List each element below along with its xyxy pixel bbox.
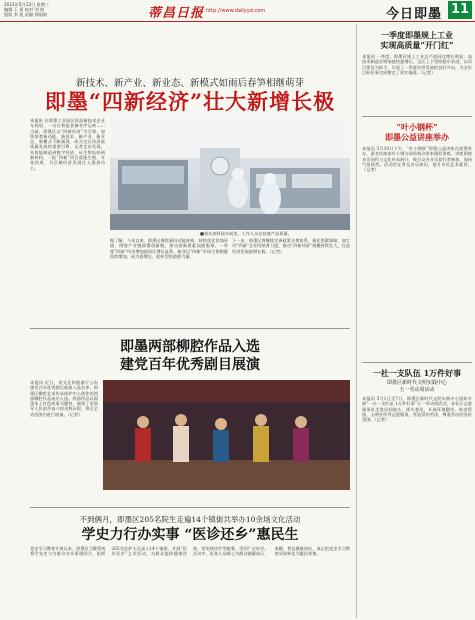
sidebar-story-3-title: 一社一支队伍 1万件好事 — [372, 368, 462, 378]
sidebar-story-2-title: “叶小钢杯” 即墨公益讲座举办 — [385, 122, 449, 142]
lead-kicker: 新技术、新产业、新业态、新模式如雨后春笋相继萌芽 — [75, 78, 304, 89]
lead-col-2: 据了解，今年以来，即墨区聚焦新旧动能转换，持续优化营商环境，围绕产业链部署创新链，推动创新要素加速集聚。一季度“四新”经济增加值同比增长显著，新登记“四新”市场主体数量持续增加，成为稳增长、促转型的重要力量。 — [110, 238, 228, 259]
sidebar-story-3-subtitle: 即墨区新时代文明实践中心 五一劳动周活动 — [386, 380, 447, 393]
page-number: 11 — [448, 1, 472, 19]
column-rule — [356, 24, 357, 618]
divider-2 — [30, 507, 350, 508]
bottom-kicker: 不到俩月，即墨区205名院生走遍14个镇街共举办10余场文化活动 — [79, 515, 301, 524]
lead-col-3: 下一步，即墨区将继续完善政策支撑体系，强化要素保障，加大对“四新”企业的培育力度，推动“四新经济”规模持续壮大，打造经济发展新增长极。（记者） — [232, 238, 350, 254]
lead-photo-caption: ■鲁东泰科技车间里，工作人员在检查产品质量。 — [200, 231, 292, 236]
divider-1 — [30, 328, 350, 329]
feature-photo — [103, 380, 350, 490]
masthead — [0, 0, 475, 22]
website-url[interactable]: http://www.dailyyd.com — [206, 8, 266, 14]
sidebar-divider-2 — [362, 362, 472, 363]
bottom-body: 党史学习教育开展以来，即墨区卫健系统将学党史与为群众办实事相结合，组织205名医护人员深入14个镇街，开展“医诊还乡”义诊活动，为群众提供健康咨询、常见病诊疗等服务，受到广泛好评。活动中，医务人员耐心为群众测量血压、血糖，普及健康知识，真正把党史学习教育成果转化为惠民举措。 — [30, 546, 350, 557]
sidebar-divider-1 — [362, 116, 472, 117]
section-title: 今日即墨 — [386, 7, 443, 22]
factory-photo-illustration — [110, 118, 350, 230]
stage-photo-illustration — [103, 380, 350, 490]
lead-headline: 即墨“四新经济”壮大新增长极 — [44, 89, 336, 114]
feature-headline: 即墨两部柳腔作品入选 建党百年优秀剧目展演 — [120, 339, 260, 373]
newspaper-logo: 蒂昌日报 — [148, 6, 205, 21]
sidebar-story-2-body: 本报讯 5月10日下午，“叶小钢杯”即墨公益讲座在即墨举办，著名作曲家叶小钢为现场观众带来精彩讲座。讲座围绕音乐创作与文化传承展开，吸引众多音乐爱好者参加，现场气氛热烈。活动旨在普及音乐知识，提升市民艺术素养。（记者） — [362, 146, 472, 173]
sidebar-story-1-title: 一季度即墨规上工业 实现高质量“开门红” — [380, 30, 454, 50]
sidebar-story-3-body: 本报讯 5月1日至7日，即墨区新时代文明实践中心组织开展“一社一支队伍 1万件好事”五一劳动周活动，各社区志愿服务队走进田间地头、街头巷尾，开展环境整治、助老帮困、文明宣传等志愿服务，营造崇尚劳动、尊重劳动的良好氛围。（记者） — [362, 396, 472, 423]
lead-col-1: 本报讯 在即墨工业园区的高新技术企业车间里，一台台智能装备有序运转……当前，即墨区以“四新经济”为引领，加快培育新动能，新技术、新产业、新业态、新模式不断涌现，成为全区经济高质量发展的重要引擎。记者走访发现，从智能制造到数字经济，从生物医药到新材料，一批“四新”项目落地生根、开花结果，为区域经济发展注入强劲动力。 — [30, 118, 105, 171]
bottom-headline: 学史力行办实事 “医诊还乡”惠民生 — [81, 527, 299, 543]
sidebar-story-1-body: 本报讯 一季度，即墨区规上工业总产值同比增长明显，高技术制造业增加值快速增长。全区上下坚持稳中求进，以项目建设为抓手，实现了一季度经济发展的良好开局，为全年目标任务完成奠定了坚实基础。（记者） — [362, 54, 472, 75]
issue-meta: 2021年5月12日 星期三 编辑 王 嘉 校对 刘 倩 组版 李 旭 责编 徐丽娟 — [4, 2, 50, 17]
lead-photo — [110, 118, 350, 230]
feature-body: 本报讯 近日，省文化和旅游厅公布建党百年优秀剧目展演入选名单，即墨区柳腔艺术传承保护中心创作的两部柳腔作品成功入选。两部作品以即墨本土红色故事为题材，展现了党领导人民艰苦奋斗的光辉历程，将在全省范围内进行展演。（记者） — [30, 380, 98, 417]
